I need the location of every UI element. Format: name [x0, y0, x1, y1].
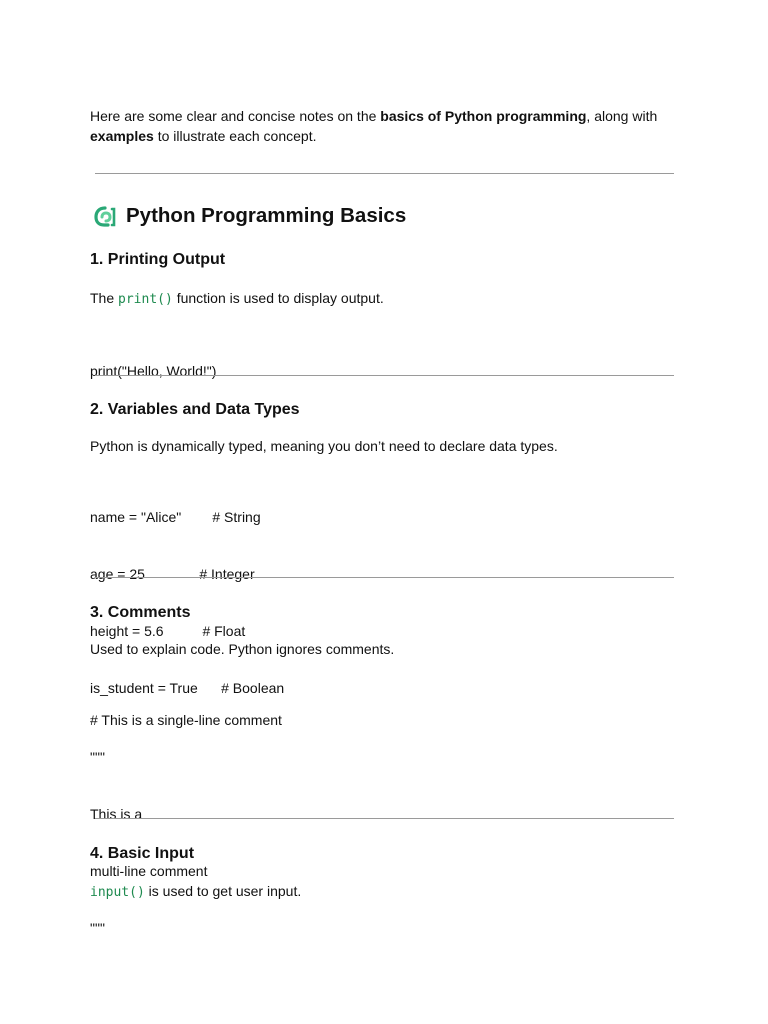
code-line: """	[90, 749, 105, 765]
intro-text-part3: to illustrate each concept.	[153, 128, 317, 144]
code-line: multi-line comment	[90, 863, 208, 879]
code-line: This is a	[90, 806, 143, 822]
section-desc-printing-output	[90, 288, 384, 310]
desc-text: The	[90, 290, 119, 306]
intro-text-part2: , along with	[586, 108, 658, 124]
section-heading-printing-output: 1. Printing Output	[90, 251, 226, 268]
divider	[95, 375, 674, 376]
section-desc-comments: Used to explain code. Python ignores comments.	[90, 641, 395, 657]
intro-text-part1: Here are some clear and concise notes on the	[90, 108, 381, 124]
divider	[95, 818, 674, 819]
code-line: height = 5.6 # Float	[90, 623, 246, 639]
code-line: print("Hello, World!")	[90, 363, 217, 379]
section-heading-variables: 2. Variables and Data Types	[90, 401, 300, 418]
section-desc-basic-input	[90, 881, 301, 903]
python-logo-icon	[92, 205, 118, 229]
code-line: """	[90, 920, 105, 936]
code-line: is_student = True # Boolean	[90, 680, 285, 696]
code-line: # This is a single-line comment	[90, 712, 282, 728]
desc-text: function is used to display output.	[172, 290, 384, 306]
divider	[95, 577, 674, 578]
section-desc-variables: Python is dynamically typed, meaning you don’t need to declare data types.	[90, 438, 558, 454]
intro-paragraph	[90, 106, 657, 126]
inline-code-print: print()	[118, 292, 173, 307]
intro-bold-basics: basics of Python programming	[380, 108, 587, 124]
section-heading-comments: 3. Comments	[90, 604, 191, 621]
desc-text: is used to get user input.	[144, 883, 302, 899]
code-line: name = "Alice" # String	[90, 509, 261, 525]
section-heading-basic-input: 4. Basic Input	[90, 845, 195, 862]
inline-code-input: input()	[90, 885, 145, 900]
code-line: age = 25 # Integer	[90, 566, 255, 582]
divider	[95, 173, 674, 174]
intro-bold-examples: examples	[90, 128, 154, 144]
intro-paragraph-line2	[90, 126, 316, 146]
page-title: Python Programming Basics	[126, 204, 407, 227]
